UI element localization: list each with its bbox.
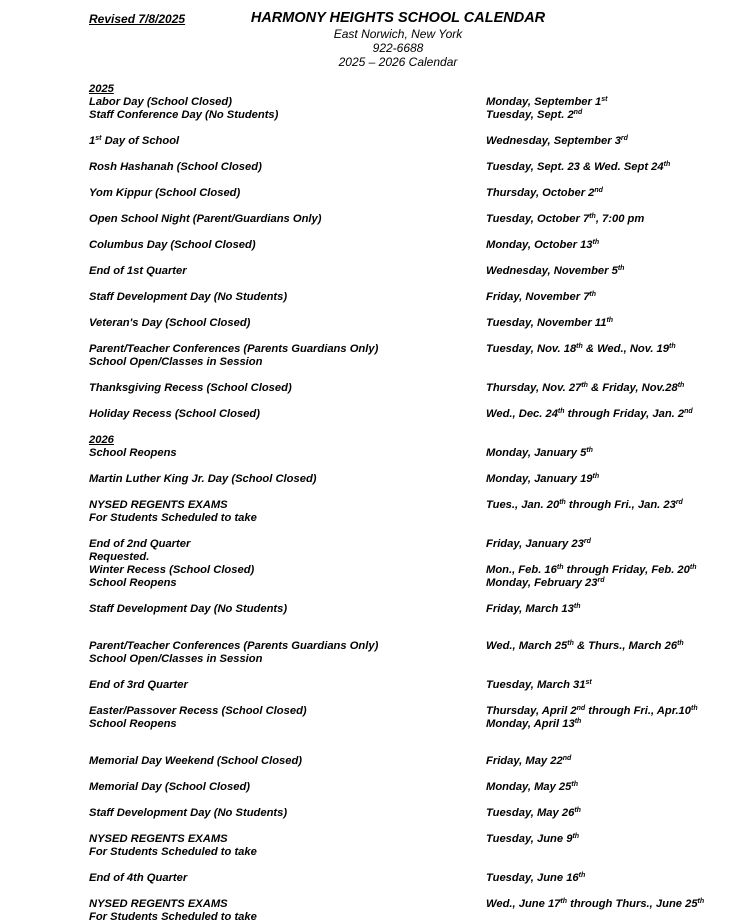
row-spacer bbox=[89, 820, 729, 833]
event-date: Monday, September 1st bbox=[486, 96, 608, 108]
calendar-event-row bbox=[89, 833, 729, 846]
event-name: For Students Scheduled to take bbox=[89, 846, 257, 858]
calendar-event-row bbox=[89, 356, 729, 369]
calendar-event-row bbox=[89, 551, 729, 564]
event-name: Parent/Teacher Conferences (Parents Guardians Only) bbox=[89, 343, 379, 355]
ordinal-suffix: th bbox=[669, 343, 676, 350]
event-name: Yom Kippur (School Closed) bbox=[89, 187, 241, 199]
school-location: East Norwich, New York bbox=[333, 27, 463, 41]
row-spacer bbox=[89, 278, 729, 291]
ordinal-suffix: st bbox=[585, 679, 592, 686]
calendar-event-row bbox=[89, 317, 729, 330]
ordinal-suffix: rd bbox=[583, 538, 591, 545]
ordinal-suffix: rd bbox=[597, 577, 605, 584]
row-spacer bbox=[89, 330, 729, 343]
event-date: Friday, May 22nd bbox=[486, 755, 572, 767]
event-date: Thursday, October 2nd bbox=[486, 187, 603, 199]
ordinal-suffix: th bbox=[572, 833, 580, 840]
event-date bbox=[486, 551, 729, 564]
page-title: HARMONY HEIGHTS SCHOOL CALENDAR bbox=[250, 10, 546, 26]
calendar-event-row bbox=[89, 343, 729, 356]
event-date: Tuesday, November 11th bbox=[486, 317, 614, 329]
event-date: Wed., March 25th & Thurs., March 26th bbox=[486, 640, 684, 652]
ordinal-suffix: th bbox=[586, 447, 593, 454]
ordinal-suffix: th bbox=[606, 317, 614, 324]
event-list bbox=[89, 83, 729, 924]
event-name: Thanksgiving Recess (School Closed) bbox=[89, 382, 292, 394]
calendar-event-row bbox=[89, 781, 729, 794]
event-date: Thursday, Nov. 27th & Friday, Nov.28th bbox=[486, 382, 685, 394]
event-name: Veteran's Day (School Closed) bbox=[89, 317, 251, 329]
ordinal-suffix: th bbox=[663, 161, 671, 168]
event-name: NYSED REGENTS EXAMS bbox=[89, 898, 228, 910]
calendar-event-row bbox=[89, 577, 729, 590]
year-heading: 2025 bbox=[89, 83, 114, 95]
event-name: Staff Development Day (No Students) bbox=[89, 291, 288, 303]
ordinal-suffix: th bbox=[592, 239, 600, 246]
calendar-event-row bbox=[89, 447, 729, 460]
row-spacer bbox=[89, 885, 729, 898]
row-spacer bbox=[89, 252, 729, 265]
event-name: Staff Development Day (No Students) bbox=[89, 807, 288, 819]
ordinal-suffix: th bbox=[556, 564, 564, 571]
event-name: End of 1st Quarter bbox=[89, 265, 187, 277]
event-name: Parent/Teacher Conferences (Parents Guardians Only) bbox=[89, 640, 379, 652]
calendar-event-row bbox=[89, 705, 729, 718]
calendar-event-row bbox=[89, 265, 729, 278]
event-name: NYSED REGENTS EXAMS bbox=[89, 499, 228, 511]
event-name: Holiday Recess (School Closed) bbox=[89, 408, 260, 420]
calendar-event-row bbox=[89, 564, 729, 577]
ordinal-suffix: rd bbox=[620, 135, 628, 142]
row-spacer bbox=[89, 859, 729, 872]
event-date: Monday, January 5th bbox=[486, 447, 593, 459]
ordinal-suffix: th bbox=[557, 408, 565, 415]
ordinal-suffix: rd bbox=[675, 499, 683, 506]
calendar-event-row bbox=[89, 872, 729, 885]
event-date bbox=[486, 846, 729, 859]
event-date: Tuesday, Sept. 23 & Wed. Sept 24th bbox=[486, 161, 671, 173]
ordinal-suffix: th bbox=[574, 807, 581, 814]
event-name: For Students Scheduled to take bbox=[89, 911, 257, 923]
event-name: For Students Scheduled to take bbox=[89, 512, 257, 524]
row-spacer bbox=[89, 692, 729, 705]
ordinal-suffix: th bbox=[677, 640, 684, 647]
ordinal-suffix: nd bbox=[684, 408, 693, 415]
ordinal-suffix: th bbox=[689, 564, 697, 571]
calendar-event-row bbox=[89, 473, 729, 486]
event-name: 1st Day of School bbox=[89, 135, 180, 147]
row-spacer bbox=[89, 304, 729, 317]
ordinal-suffix: nd bbox=[562, 755, 572, 762]
event-date: Tuesday, June 16th bbox=[486, 872, 586, 884]
event-name: Martin Luther King Jr. Day (School Closed) bbox=[89, 473, 317, 485]
event-date: Wed., June 17th through Thurs., June 25th bbox=[486, 898, 705, 910]
ordinal-suffix: th bbox=[576, 343, 583, 350]
row-spacer bbox=[89, 731, 729, 755]
school-phone: 922-6688 bbox=[372, 41, 424, 55]
event-date bbox=[486, 512, 729, 525]
calendar-event-row bbox=[89, 846, 729, 859]
calendar-event-row bbox=[89, 603, 729, 616]
event-date: Monday, October 13th bbox=[486, 239, 600, 251]
event-name: Memorial Day (School Closed) bbox=[89, 781, 251, 793]
calendar-event-row bbox=[89, 755, 729, 768]
event-date: Mon., Feb. 16th through Friday, Feb. 20th bbox=[486, 564, 697, 576]
event-name: School Reopens bbox=[89, 718, 177, 730]
ordinal-suffix: th bbox=[574, 718, 582, 725]
event-date: Monday, May 25th bbox=[486, 781, 578, 793]
event-date bbox=[486, 911, 729, 924]
calendar-event-row bbox=[89, 640, 729, 653]
ordinal-suffix: th bbox=[677, 382, 685, 389]
event-name: NYSED REGENTS EXAMS bbox=[89, 833, 228, 845]
event-name: School Reopens bbox=[89, 447, 177, 459]
event-date: Tuesday, October 7th, 7:00 pm bbox=[486, 213, 645, 225]
revised-date: Revised 7/8/2025 bbox=[89, 12, 186, 26]
ordinal-suffix: nd bbox=[573, 109, 583, 116]
row-spacer bbox=[89, 174, 729, 187]
event-name: Staff Conference Day (No Students) bbox=[89, 109, 279, 121]
event-date: Tuesday, June 9th bbox=[486, 833, 580, 845]
event-name: Columbus Day (School Closed) bbox=[89, 239, 256, 251]
event-name: End of 2nd Quarter bbox=[89, 538, 191, 550]
event-name: Winter Recess (School Closed) bbox=[89, 564, 255, 576]
event-date: Wednesday, November 5th bbox=[486, 265, 625, 277]
event-name: Labor Day (School Closed) bbox=[89, 96, 232, 108]
event-name: School Reopens bbox=[89, 577, 177, 589]
event-name: Open School Night (Parent/Guardians Only) bbox=[89, 213, 322, 225]
event-date: Tuesday, Nov. 18th & Wed., Nov. 19th bbox=[486, 343, 676, 355]
calendar-event-row bbox=[89, 898, 729, 911]
event-date: Wednesday, September 3rd bbox=[486, 135, 628, 147]
event-name: End of 4th Quarter bbox=[89, 872, 188, 884]
ordinal-suffix: th bbox=[573, 603, 581, 610]
event-date: Thursday, April 2nd through Fri., Apr.10th bbox=[486, 705, 698, 717]
event-date: Tuesday, May 26th bbox=[486, 807, 581, 819]
ordinal-suffix: st bbox=[601, 96, 608, 103]
ordinal-suffix: th bbox=[691, 705, 698, 712]
calendar-event-row bbox=[89, 538, 729, 551]
calendar-event-row bbox=[89, 408, 729, 421]
ordinal-suffix: th bbox=[581, 382, 588, 389]
calendar-event-row bbox=[89, 382, 729, 395]
calendar-event-row bbox=[89, 807, 729, 820]
event-date: Monday, April 13th bbox=[486, 718, 582, 730]
row-spacer bbox=[89, 590, 729, 603]
ordinal-suffix: th bbox=[592, 473, 600, 480]
row-spacer bbox=[89, 395, 729, 408]
calendar-event-row bbox=[89, 187, 729, 200]
calendar-event-row bbox=[89, 718, 729, 731]
calendar-years: 2025 – 2026 Calendar bbox=[338, 55, 458, 69]
event-date: Wed., Dec. 24th through Friday, Jan. 2nd bbox=[486, 408, 693, 420]
row-spacer bbox=[89, 525, 729, 538]
ordinal-suffix: nd bbox=[576, 705, 586, 712]
row-spacer bbox=[89, 486, 729, 499]
year-heading: 2026 bbox=[89, 434, 114, 446]
event-date: Tues., Jan. 20th through Fri., Jan. 23rd bbox=[486, 499, 683, 511]
ordinal-suffix: th bbox=[567, 640, 574, 647]
row-spacer bbox=[89, 666, 729, 679]
calendar-event-row bbox=[89, 161, 729, 174]
ordinal-suffix: th bbox=[589, 213, 596, 220]
ordinal-suffix: th bbox=[617, 265, 625, 272]
event-date: Monday, February 23rd bbox=[486, 577, 605, 589]
calendar-event-row bbox=[89, 96, 729, 109]
event-date: Friday, November 7th bbox=[486, 291, 597, 303]
event-name: End of 3rd Quarter bbox=[89, 679, 188, 691]
calendar-header bbox=[0, 9, 750, 69]
calendar-event-row bbox=[89, 911, 729, 924]
event-date: Friday, January 23rd bbox=[486, 538, 591, 550]
event-date: Friday, March 13th bbox=[486, 603, 581, 615]
row-spacer bbox=[89, 369, 729, 382]
calendar-event-row bbox=[89, 679, 729, 692]
ordinal-suffix: th bbox=[578, 872, 586, 879]
calendar-event-row bbox=[89, 109, 729, 122]
calendar-event-row bbox=[89, 512, 729, 525]
ordinal-suffix: th bbox=[571, 781, 578, 788]
event-name: Easter/Passover Recess (School Closed) bbox=[89, 705, 307, 717]
ordinal-suffix: th bbox=[559, 499, 566, 506]
event-date: Tuesday, Sept. 2nd bbox=[486, 109, 583, 121]
row-spacer bbox=[89, 226, 729, 239]
row-spacer bbox=[89, 122, 729, 135]
event-date bbox=[486, 653, 729, 666]
calendar-event-row bbox=[89, 213, 729, 226]
event-name: Requested. bbox=[89, 551, 150, 563]
calendar-event-row bbox=[89, 653, 729, 666]
calendar-event-row bbox=[89, 291, 729, 304]
event-name: School Open/Classes in Session bbox=[89, 653, 263, 665]
row-spacer bbox=[89, 460, 729, 473]
calendar-event-row bbox=[89, 135, 729, 148]
ordinal-suffix: th bbox=[697, 898, 705, 905]
row-spacer bbox=[89, 768, 729, 781]
ordinal-suffix: th bbox=[560, 898, 568, 905]
event-name: Rosh Hashanah (School Closed) bbox=[89, 161, 262, 173]
ordinal-suffix: nd bbox=[594, 187, 603, 194]
calendar-event-row bbox=[89, 499, 729, 512]
row-spacer bbox=[89, 616, 729, 640]
ordinal-suffix: st bbox=[95, 135, 102, 142]
event-date bbox=[486, 356, 729, 369]
event-date: Monday, January 19th bbox=[486, 473, 600, 485]
calendar-event-row bbox=[89, 239, 729, 252]
ordinal-suffix: th bbox=[589, 291, 597, 298]
row-spacer bbox=[89, 421, 729, 434]
row-spacer bbox=[89, 148, 729, 161]
event-name: School Open/Classes in Session bbox=[89, 356, 263, 368]
row-spacer bbox=[89, 794, 729, 807]
event-name: Staff Development Day (No Students) bbox=[89, 603, 288, 615]
event-name: Memorial Day Weekend (School Closed) bbox=[89, 755, 303, 767]
row-spacer bbox=[89, 200, 729, 213]
event-date: Tuesday, March 31st bbox=[486, 679, 592, 691]
